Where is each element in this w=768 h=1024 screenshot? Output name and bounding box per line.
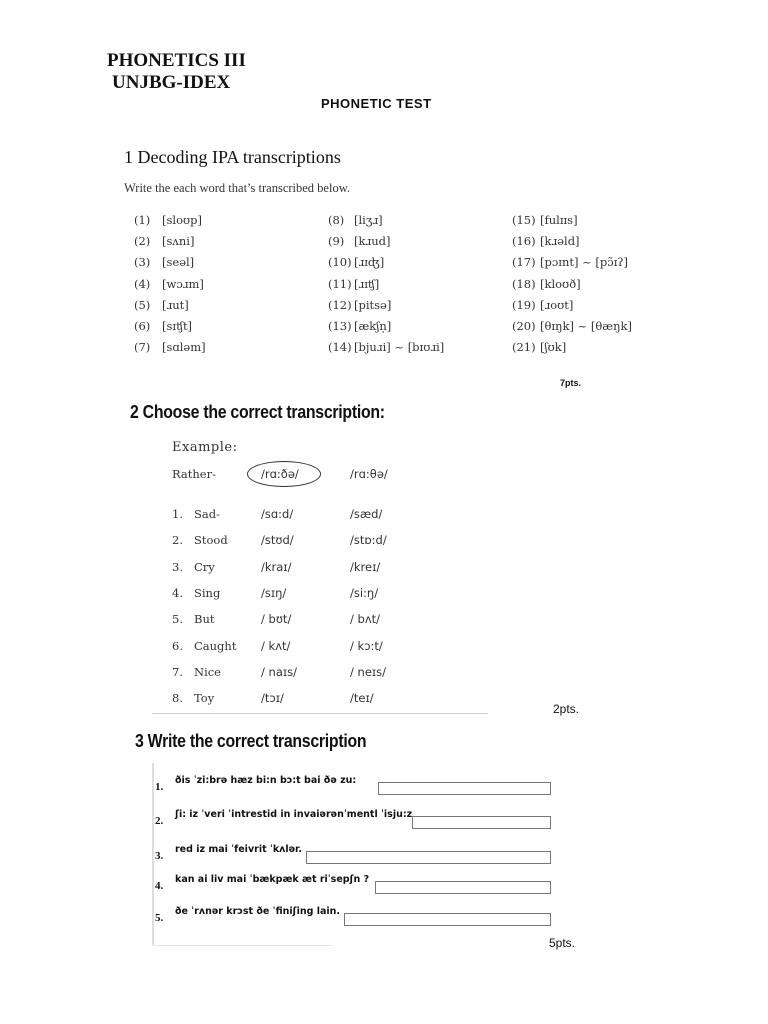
ipa-item-transcription: [ɹɪʤ] — [354, 255, 385, 270]
choice-option-1: /sɑ:d/ — [261, 507, 294, 521]
choice-word: Sing — [194, 585, 221, 600]
ipa-item-transcription: [pɔɪnt] ~ [pɔ̃ɪʔ] — [540, 255, 629, 270]
ipa-item — [512, 255, 628, 269]
scan-edge-line — [152, 713, 488, 714]
choice-option-2: / neɪs/ — [350, 664, 387, 679]
choice-option-2: /sæd/ — [350, 507, 383, 521]
ipa-item-transcription: [kɹəld] — [540, 234, 580, 249]
answer-field[interactable] — [344, 913, 551, 926]
choice-option-1: / naɪs/ — [261, 664, 298, 679]
ipa-item-transcription: [θɪŋk] ~ [θæŋk] — [540, 319, 632, 333]
section-1-points: 7pts. — [560, 378, 582, 388]
choice-number: 6. — [172, 638, 183, 653]
choice-number: 5. — [172, 612, 183, 627]
transcription-number: 5. — [155, 912, 164, 924]
ipa-item-transcription: [pitsə] — [354, 297, 392, 312]
section-1-heading: 1 Decoding IPA transcriptions — [124, 147, 341, 167]
transcription-number: 2. — [155, 815, 164, 827]
transcription-number: 3. — [155, 850, 164, 862]
ipa-item-transcription: [kɹud] — [354, 234, 391, 249]
ipa-item-transcription: [sʌni] — [162, 234, 195, 249]
ipa-item-number: (14) — [328, 340, 352, 355]
ipa-item-transcription: [fulɪɪs] — [540, 213, 578, 227]
ipa-item-number: (13) — [328, 319, 352, 333]
choice-option-2: / kɔ:t/ — [350, 638, 383, 653]
ipa-item — [134, 277, 204, 291]
answer-field[interactable] — [378, 782, 551, 795]
transcription-sentence: ʃi: iz ˈveri ˈintrestid in invaiərənˈmentl ˈisju:z — [175, 809, 413, 820]
answer-field[interactable] — [412, 816, 551, 829]
section-1-instruction: Write the each word that’s transcribed below. — [124, 181, 351, 195]
transcription-sentence: ðe ˈrʌnər krɔst ðe ˈfiniʃing lain. — [175, 906, 341, 917]
choice-word: Stood — [194, 533, 228, 548]
choice-option-1: /kraɪ/ — [261, 559, 292, 574]
ipa-item-transcription: [sɪʧt] — [162, 319, 193, 333]
ipa-item — [134, 255, 194, 269]
choice-word: Caught — [194, 638, 237, 653]
choice-option-1: /stʊd/ — [261, 533, 294, 548]
choice-word: Sad- — [194, 507, 220, 521]
ipa-item-transcription: [ɹɪʧ] — [354, 276, 380, 291]
ipa-item — [328, 255, 384, 269]
ipa-item-transcription: [bjuɹi] ~ [bɪʊɹi] — [354, 340, 445, 355]
ipa-item-transcription: [seəl] — [162, 255, 195, 270]
ipa-item — [134, 213, 202, 227]
ipa-item — [328, 298, 391, 312]
section-3-points: 5pts. — [549, 936, 576, 950]
ipa-item — [134, 234, 194, 248]
ipa-item-transcription: [sloʊp] — [162, 213, 202, 227]
choice-option-1: / kʌt/ — [261, 638, 291, 653]
ipa-item-transcription: [ɹoʊt] — [540, 297, 574, 312]
ipa-item-number: (5) — [134, 297, 151, 312]
transcription-sentence: kan ai liv mai ˈbækpæk æt riˈsepʃn ? — [175, 874, 370, 885]
ipa-item — [134, 298, 189, 312]
ipa-item-number: (20) — [512, 319, 536, 333]
ipa-item-transcription: [wɔɹm] — [162, 276, 204, 291]
answer-field[interactable] — [375, 881, 551, 894]
course-title: PHONETICS III — [107, 50, 246, 71]
ipa-item-number: (18) — [512, 276, 536, 291]
choice-number: 8. — [172, 691, 183, 706]
ipa-item — [512, 277, 581, 291]
choice-option-2: /teɪ/ — [350, 691, 374, 706]
choice-number: 7. — [172, 664, 183, 679]
section-3-heading: 3 Write the correct transcription — [135, 731, 367, 751]
choice-number: 1. — [172, 507, 183, 521]
ipa-item-number: (10) — [328, 255, 352, 270]
ipa-item-number: (2) — [134, 234, 151, 249]
table-left-edge — [152, 763, 154, 946]
choice-option-2: /kreɪ/ — [350, 559, 381, 574]
transcription-number: 1. — [155, 781, 164, 793]
ipa-item-number: (12) — [328, 297, 352, 312]
transcription-sentence: red iz mai ˈfeivrit ˈkʌlər. — [175, 844, 302, 855]
test-title: PHONETIC TEST — [321, 96, 432, 111]
ipa-item — [328, 234, 390, 248]
choice-option-1: /sɪŋ/ — [261, 585, 287, 600]
ipa-item — [512, 298, 573, 312]
choice-option-2: /stɒ:d/ — [350, 533, 387, 548]
ipa-item-number: (21) — [512, 340, 536, 355]
ipa-item — [512, 340, 566, 354]
choice-word: Nice — [194, 664, 221, 679]
ipa-item-number: (3) — [134, 255, 151, 270]
choice-word: Toy — [194, 691, 215, 706]
institution-title: UNJBG-IDEX — [112, 72, 231, 93]
ipa-item-transcription: [liʒɹ] — [354, 213, 383, 227]
ipa-item-number: (8) — [328, 213, 345, 227]
ipa-item-number: (9) — [328, 234, 345, 249]
ipa-item-number: (4) — [134, 276, 151, 291]
choice-word: Cry — [194, 559, 215, 574]
ipa-item-number: (17) — [512, 255, 536, 270]
ipa-item — [328, 319, 391, 333]
ipa-item-transcription: [ækʃn̩] — [354, 319, 392, 333]
section-2-points: 2pts. — [553, 702, 580, 716]
choice-option-1: / bʊt/ — [261, 612, 292, 627]
ipa-item — [134, 340, 206, 354]
example-option-2: /rɑ:θə/ — [350, 467, 388, 481]
ipa-item-number: (7) — [134, 340, 151, 355]
choice-number: 2. — [172, 533, 183, 548]
ipa-item-number: (15) — [512, 213, 536, 227]
ipa-item-transcription: [sɑləm] — [162, 340, 206, 355]
ipa-item — [328, 277, 379, 291]
ipa-item-number: (16) — [512, 234, 536, 249]
choice-number: 3. — [172, 559, 183, 574]
ipa-item-transcription: [ɹut] — [162, 297, 189, 312]
choice-option-2: /si:ŋ/ — [350, 585, 379, 600]
ipa-item-transcription: [ʃʊk] — [540, 340, 567, 355]
example-option-1: /rɑ:ðə/ — [261, 467, 299, 481]
ipa-item-number: (6) — [134, 319, 151, 333]
ipa-item — [512, 234, 580, 248]
ipa-item — [512, 319, 632, 333]
ipa-item-transcription: [kloʊð] — [540, 276, 581, 291]
table-bottom-edge — [152, 945, 332, 946]
example-label: Example: — [172, 440, 238, 455]
ipa-item — [328, 213, 383, 227]
answer-field[interactable] — [306, 851, 551, 864]
section-2-heading: 2 Choose the correct transcription: — [130, 402, 385, 422]
choice-word: But — [194, 612, 215, 627]
transcription-number: 4. — [155, 880, 164, 892]
ipa-item-number: (11) — [328, 276, 352, 291]
choice-number: 4. — [172, 585, 183, 600]
choice-option-1: /tɔɪ/ — [261, 691, 284, 706]
ipa-item — [512, 213, 578, 227]
example-word: Rather- — [172, 467, 216, 481]
choice-option-2: / bʌt/ — [350, 612, 381, 627]
ipa-item-number: (19) — [512, 297, 536, 312]
ipa-item-number: (1) — [134, 213, 151, 227]
transcription-sentence: ðis ˈzi:brə hæz bi:n bɔ:t bai ðə zu: — [175, 775, 357, 786]
ipa-item — [328, 340, 444, 354]
ipa-item — [134, 319, 192, 333]
